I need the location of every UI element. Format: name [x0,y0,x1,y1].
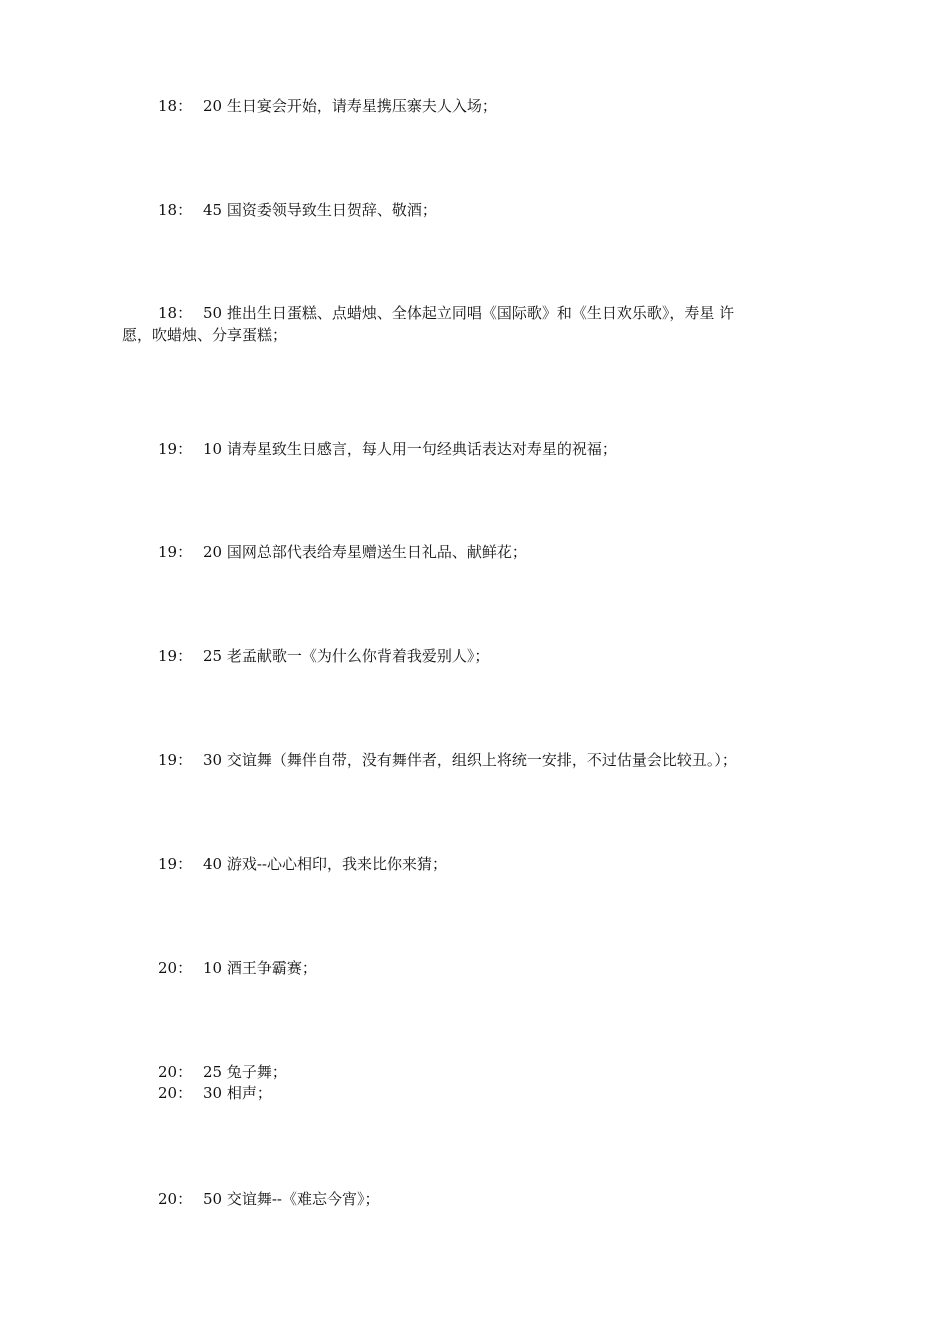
schedule-text: 10 酒王争霸赛； [203,959,317,977]
schedule-time: 18： [158,201,193,219]
schedule-text-continued: 愿，吹蜡烛、分享蛋糕； [122,326,288,344]
schedule-text: 30 交谊舞（舞伴自带，没有舞伴者，组织上将统一安排，不过估量会比较丑。）； [203,751,737,769]
schedule-text: 45 国资委领导致生日贺辞、敬酒； [203,201,437,219]
schedule-text: 20 生日宴会开始，请寿星携压寨夫人入场； [203,97,497,115]
schedule-item [0,302,950,346]
schedule-text: 50 推出生日蛋糕、点蜡烛、全体起立同唱《国际歌》和《生日欢乐歌》，寿星 许 [203,304,735,322]
schedule-text: 20 国网总部代表给寿星赠送生日礼品、献鲜花； [203,543,527,561]
schedule-text: 50 交谊舞--《难忘今宵》； [203,1190,380,1208]
schedule-time: 20： [158,1084,193,1102]
schedule-time: 19： [158,855,193,873]
schedule-text: 10 请寿星致生日感言，每人用一句经典话表达对寿星的祝福； [203,440,617,458]
schedule-time: 19： [158,440,193,458]
schedule-time: 19： [158,543,193,561]
schedule-time: 18： [158,304,193,322]
schedule-time: 19： [158,647,193,665]
schedule-time: 19： [158,751,193,769]
schedule-time: 20： [158,1190,193,1208]
schedule-time: 18： [158,97,193,115]
schedule-text: 25 老孟献歌一《为什么你背着我爱别人》； [203,647,490,665]
schedule-time: 20： [158,959,193,977]
schedule-text: 40 游戏--心心相印，我来比你来猜； [203,855,447,873]
schedule-text: 25 兔子舞； [203,1063,287,1081]
schedule-text: 30 相声； [203,1084,272,1102]
schedule-time: 20： [158,1063,193,1081]
